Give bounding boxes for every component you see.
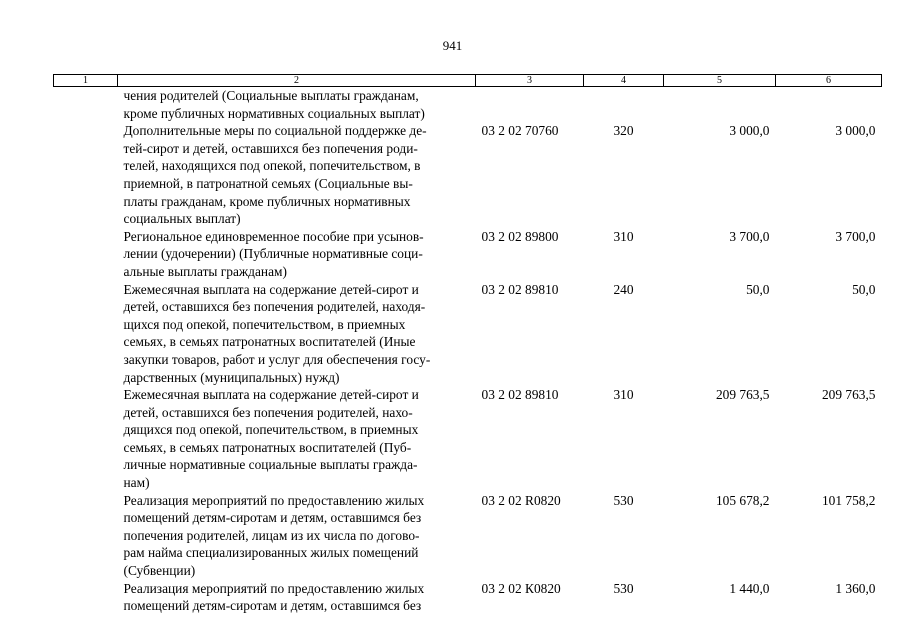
- cell-col-1: [54, 228, 118, 281]
- item-name-line: рам найма специализированных жилых помещений: [123, 545, 419, 561]
- header-col-3: 3: [476, 75, 584, 87]
- amount-year-2: 101 758,2: [821, 492, 876, 508]
- item-name-line: Ежемесячная выплата на содержание детей-сирот и: [123, 281, 419, 297]
- item-name-line: приемной, в патронатной семьях (Социальные вы-: [123, 175, 413, 191]
- item-name-line: помещений детям-сиротам и детям, оставшимся без: [123, 598, 422, 614]
- cell-col-1: [54, 87, 118, 123]
- item-name-line: тей-сирот и детей, оставшихся без попечения роди-: [123, 140, 418, 156]
- item-name-cell: [118, 122, 476, 228]
- amount-year-1: 209 763,5: [715, 387, 770, 403]
- target-article-code: [476, 87, 584, 123]
- item-name-line: Ежемесячная выплата на содержание детей-сирот и: [123, 387, 419, 403]
- item-name-line: закупки товаров, работ и услуг для обеспечения госу-: [123, 351, 431, 367]
- target-article-code: 03 2 02 70760: [481, 123, 559, 139]
- header-col-4: 4: [584, 75, 664, 87]
- table-row: [54, 122, 882, 228]
- expense-type-code: 320: [613, 123, 634, 139]
- table-row: [54, 228, 882, 281]
- amount-year-1: [664, 87, 776, 123]
- item-name-line: личные нормативные социальные выплаты гражда-: [123, 457, 418, 473]
- item-name-line: дящихся под опекой, попечительством, в приемных: [123, 422, 419, 438]
- item-name-line: телей, находящихся под опекой, попечительством, в: [123, 158, 421, 174]
- item-name-line: Дополнительные меры по социальной поддержке де-: [123, 123, 427, 139]
- item-name-line: Реализация мероприятий по предоставлению жилых: [123, 580, 425, 596]
- item-name-cell: [118, 87, 476, 123]
- amount-year-2: 3 000,0: [835, 123, 876, 139]
- amount-year-1: 3 000,0: [729, 123, 770, 139]
- target-article-code: 03 2 02 К0820: [481, 580, 561, 596]
- table-row: [54, 87, 882, 123]
- item-name-cell: [118, 228, 476, 281]
- item-name-line: дарственных (муниципальных) нужд): [123, 369, 340, 385]
- table-header: [54, 75, 882, 87]
- item-name-line: семьях, в семьях патронатных воспитателей (Иные: [123, 334, 416, 350]
- header-col-1: 1: [54, 75, 118, 87]
- budget-table: [53, 74, 882, 615]
- item-name-line: щихся под опекой, попечительством, в приемных: [123, 316, 406, 332]
- table-row: [54, 492, 882, 580]
- item-name-line: альные выплаты гражданам): [123, 263, 287, 279]
- target-article-code: 03 2 02 89800: [481, 228, 559, 244]
- item-name-cell: [118, 281, 476, 387]
- target-article-code: 03 2 02 89810: [481, 387, 559, 403]
- item-name-line: попечения родителей, лицам из их числа по догово-: [123, 527, 420, 543]
- item-name-cell: [118, 386, 476, 492]
- item-name-line: детей, оставшихся без попечения родителей, находя-: [123, 299, 426, 315]
- item-name-line: кроме публичных нормативных социальных выплат): [123, 105, 425, 121]
- cell-col-1: [54, 386, 118, 492]
- cell-col-1: [54, 281, 118, 387]
- item-name-cell: [118, 580, 476, 615]
- expense-type-code: 530: [613, 492, 634, 508]
- cell-col-1: [54, 492, 118, 580]
- header-col-6: 6: [776, 75, 882, 87]
- amount-year-1: 1 440,0: [729, 580, 770, 596]
- amount-year-2: 3 700,0: [835, 228, 876, 244]
- target-article-code: 03 2 02 R0820: [481, 492, 561, 508]
- amount-year-2: 50,0: [852, 281, 876, 297]
- item-name-cell: [118, 492, 476, 580]
- cell-col-1: [54, 122, 118, 228]
- item-name-line: лении (удочерении) (Публичные нормативные соци-: [123, 246, 423, 262]
- amount-year-2: [776, 87, 882, 123]
- item-name-line: семьях, в семьях патронатных воспитателей (Пуб-: [123, 439, 412, 455]
- item-name-line: детей, оставшихся без попечения родителей, нахо-: [123, 404, 413, 420]
- item-name-line: чения родителей (Социальные выплаты гражданам,: [123, 88, 419, 103]
- amount-year-1: 50,0: [746, 281, 770, 297]
- expense-type-code: 310: [613, 228, 634, 244]
- item-name-line: платы гражданам, кроме публичных нормативных: [123, 193, 411, 209]
- header-col-2: 2: [118, 75, 476, 87]
- target-article-code: 03 2 02 89810: [481, 281, 559, 297]
- table-row: [54, 281, 882, 387]
- table-row: [54, 580, 882, 615]
- amount-year-2: 1 360,0: [835, 580, 876, 596]
- item-name-line: (Субвенции): [123, 563, 196, 579]
- amount-year-1: 105 678,2: [715, 492, 770, 508]
- table-row: [54, 386, 882, 492]
- item-name-line: Реализация мероприятий по предоставлению жилых: [123, 492, 425, 508]
- amount-year-1: 3 700,0: [729, 228, 770, 244]
- expense-type-code: 530: [613, 580, 634, 596]
- expense-type-code: 310: [613, 387, 634, 403]
- item-name-line: нам): [123, 475, 150, 491]
- item-name-line: Региональное единовременное пособие при усынов-: [123, 228, 424, 244]
- page-number: 941: [442, 38, 463, 53]
- amount-year-2: 209 763,5: [821, 387, 876, 403]
- header-row: [54, 75, 882, 87]
- cell-col-1: [54, 580, 118, 615]
- table-body: [54, 87, 882, 615]
- expense-type-code: [584, 87, 664, 123]
- expense-type-code: 240: [613, 281, 634, 297]
- item-name-line: социальных выплат): [123, 211, 241, 227]
- header-col-5: 5: [664, 75, 776, 87]
- item-name-line: помещений детям-сиротам и детям, оставшимся без: [123, 510, 422, 526]
